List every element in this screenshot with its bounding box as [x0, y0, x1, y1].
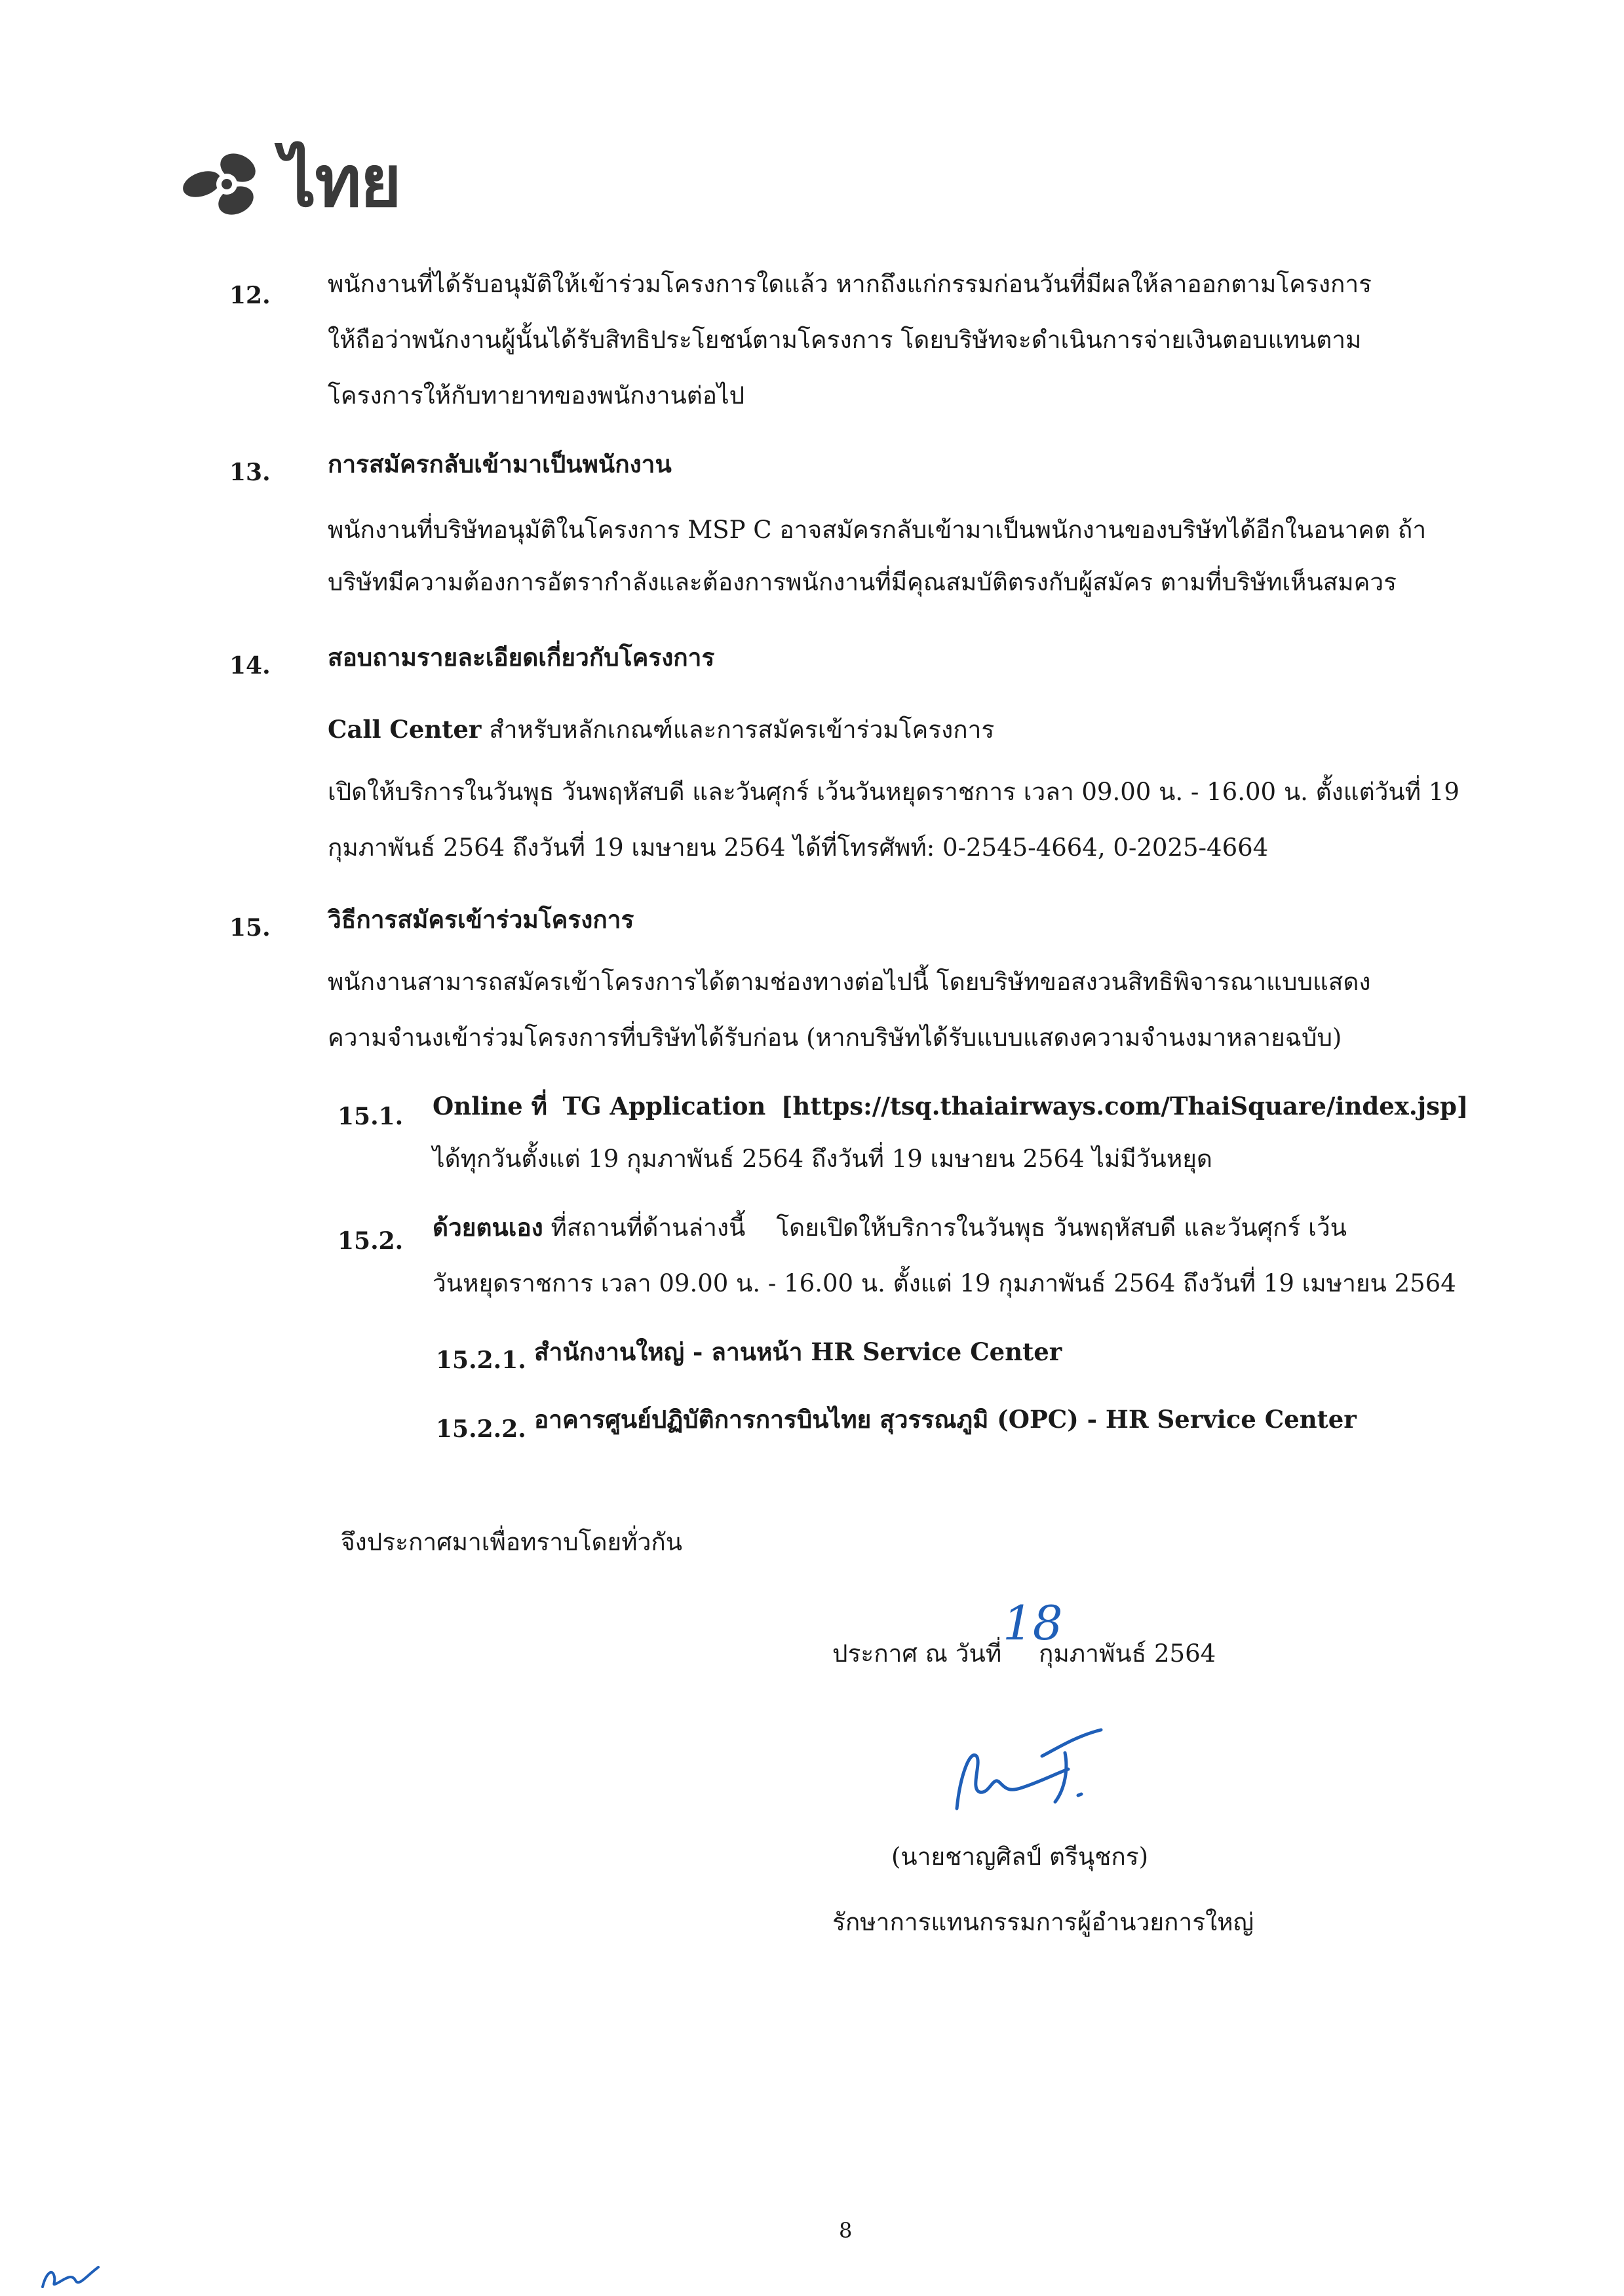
thai-airways-logo [176, 124, 400, 237]
thai-airways-orchid-icon [176, 138, 274, 223]
subsection-15-1-line-1 [433, 1094, 1468, 1119]
signatory-name: (นายชาญศิลป์ ตรีนุชกร) [891, 1843, 1149, 1871]
section-15-number: 15. [229, 914, 271, 942]
section-13-line-1: พนักงานที่บริษัทอนุมัติในโครงการ MSP C อาจสมัครกลับเข้ามาเป็นพนักงานของบริษัทได้อีกในอนาคต ถ้า [328, 516, 1427, 544]
section-15-heading: วิธีการสมัครเข้าร่วมโครงการ [328, 905, 634, 934]
signatory-title: รักษาการแทนกรรมการผู้อำนวยการใหญ่ [832, 1908, 1254, 1936]
announce-day-handwritten: 18 [1003, 1596, 1063, 1651]
tg-application-label: TG Application [562, 1092, 766, 1120]
section-14-line-2: กุมภาพันธ์ 2564 ถึงวันที่ 19 เมษายน 2564 ได้ที่โทรศัพท์: 0-2545-4664, 0-2025-4664 [328, 833, 1269, 862]
section-15-line-2: ความจำนงเข้าร่วมโครงการที่บริษัทได้รับก่อน (หากบริษัทได้รับแบบแสดงความจำนงมาหลายฉบับ) [328, 1024, 1342, 1052]
section-12-line-2: ให้ถือว่าพนักงานผู้นั้นได้รับสิทธิประโยชน์ตามโครงการ โดยบริษัทจะดำเนินการจ่ายเงินตอบแทนตาม [328, 326, 1362, 354]
online-label: Online ที่ [433, 1092, 547, 1120]
subsection-15-2-line-1: ด้วยตนเอง ที่สถานที่ด้านล่างนี้ โดยเปิดให้บริการในวันพุธ วันพฤหัสบดี และวันศุกร์ เว้น [433, 1213, 1347, 1242]
call-center-description: สำหรับหลักเกณฑ์และการสมัครเข้าร่วมโครงการ [481, 716, 995, 744]
call-center-label: Call Center [328, 715, 482, 744]
section-13-number: 13. [229, 459, 271, 486]
in-person-label: ด้วยตนเอง [433, 1213, 543, 1242]
announce-date-suffix: กุมภาพันธ์ 2564 [1039, 1639, 1216, 1668]
subsection-15-2-line-2: วันหยุดราชการ เวลา 09.00 น. - 16.00 น. ตั้งแต่ 19 กุมภาพันธ์ 2564 ถึงวันที่ 19 เมษายน 2564 [433, 1269, 1456, 1297]
section-15-line-1: พนักงานสามารถสมัครเข้าโครงการได้ตามช่องทางต่อไปนี้ โดยบริษัทขอสงวนสิทธิพิจารณาแบบแสดง [328, 968, 1371, 996]
subsection-15-2-1-number: 15.2.1. [436, 1347, 526, 1374]
page-number: 8 [839, 2218, 853, 2243]
section-13-line-2: บริษัทมีความต้องการอัตรากำลังและต้องการพนักงานที่มีคุณสมบัติตรงกับผู้สมัคร ตามที่บริษัทเห็นสมควร [328, 568, 1397, 596]
section-14-line-1: เปิดให้บริการในวันพุธ วันพฤหัสบดี และวันศุกร์ เว้นวันหยุดราชการ เวลา 09.00 น. - 16.00 น. ตั้งแต่วันที่ 19 [328, 778, 1460, 806]
section-12-line-1: พนักงานที่ได้รับอนุมัติให้เข้าร่วมโครงการใดแล้ว หากถึงแก่กรรมก่อนวันที่มีผลให้ลาออกตามโครงการ [328, 270, 1372, 298]
subsection-15-2-2-text: อาคารศูนย์ปฏิบัติการการบินไทย สุวรรณภูมิ (OPC) - HR Service Center [534, 1405, 1357, 1434]
announce-date-prefix: ประกาศ ณ วันที่ [832, 1639, 1002, 1668]
subsection-15-2-2-number: 15.2.2. [436, 1415, 526, 1443]
subsection-15-1-line-2: ได้ทุกวันตั้งแต่ 19 กุมภาพันธ์ 2564 ถึงวันที่ 19 เมษายน 2564 ไม่มีวันหยุด [433, 1145, 1212, 1173]
subsection-15-2-number: 15.2. [338, 1227, 404, 1255]
call-center-line [328, 715, 995, 744]
section-12-number: 12. [229, 282, 271, 309]
section-13-heading: การสมัครกลับเข้ามาเป็นพนักงาน [328, 450, 672, 478]
closing-statement: จึงประกาศมาเพื่อทราบโดยทั่วกัน [341, 1528, 683, 1556]
handwritten-signature [944, 1710, 1114, 1815]
logo-text: ไทย [280, 141, 400, 223]
subsection-15-1-number: 15.1. [338, 1103, 404, 1130]
handwritten-initial-mark [36, 2257, 108, 2293]
section-12-line-3: โครงการให้กับทายาทของพนักงานต่อไป [328, 381, 745, 410]
subsection-15-2-1-text: สำนักงานใหญ่ - ลานหน้า HR Service Center [534, 1337, 1062, 1366]
section-14-number: 14. [229, 652, 271, 679]
tg-application-url: [https://tsq.thaiairways.com/ThaiSquare/index.jsp] [781, 1092, 1469, 1120]
section-14-heading: สอบถามรายละเอียดเกี่ยวกับโครงการ [328, 643, 715, 672]
